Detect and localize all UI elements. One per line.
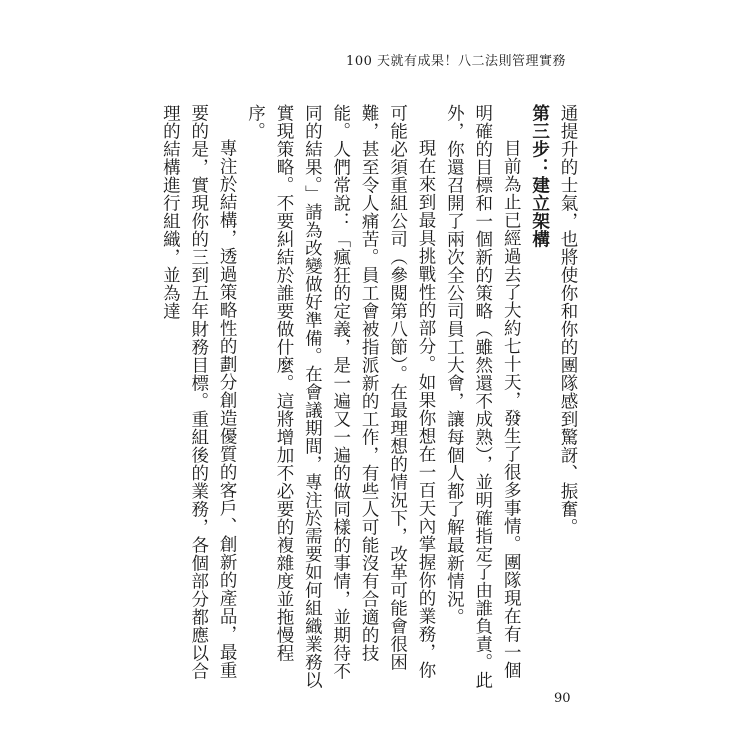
page-number: 90 — [554, 691, 571, 706]
section-heading: 第三步：建立架構 — [529, 104, 550, 248]
body-text — [156, 104, 582, 694]
paragraph-1: 通提升的士氣，也將使你和你的團隊感到驚訝、振奮。 — [558, 104, 578, 536]
paragraph-2: 目前為止已經過去了大約七十天，發生了很多事情。團隊現在有一個明確的目標和一個新的策略（雖然還不成熟），並明確指定了由誰負責。此外，你還召開了兩次全公司員工大會，讓每個人都了解最新情況。 — [444, 104, 522, 690]
paragraph-4: 專注於結構，透過策略性的劃分創造優質的客戶、創新的產品，最重要的是，實現你的三到五年財務目標。重組後的業務，各個部分都應以合理的結構進行組織，並為達 — [160, 104, 238, 680]
paragraph-3: 現在來到最具挑戰性的部分。如果你想在一百天內掌握你的業務，你可能必須重組公司（參閱第八節）。在最理想的情況下，改革可能會很困難，甚至令人痛苦。員工會被指派新的工作，有些人可能沒有合適的技能。人們常說：「瘋狂的定義，是一遍又一遍的做同樣的事情，並期待不同的結果。」請為改變做好準備。在會議期間，專注於需要如何組織業務以實現策略。不要糾結於誰要做什麼。這將增加不必要的複雜度並拖慢程序。 — [245, 104, 436, 690]
running-header: 100 天就有成果！八二法則管理實務 — [346, 54, 566, 69]
